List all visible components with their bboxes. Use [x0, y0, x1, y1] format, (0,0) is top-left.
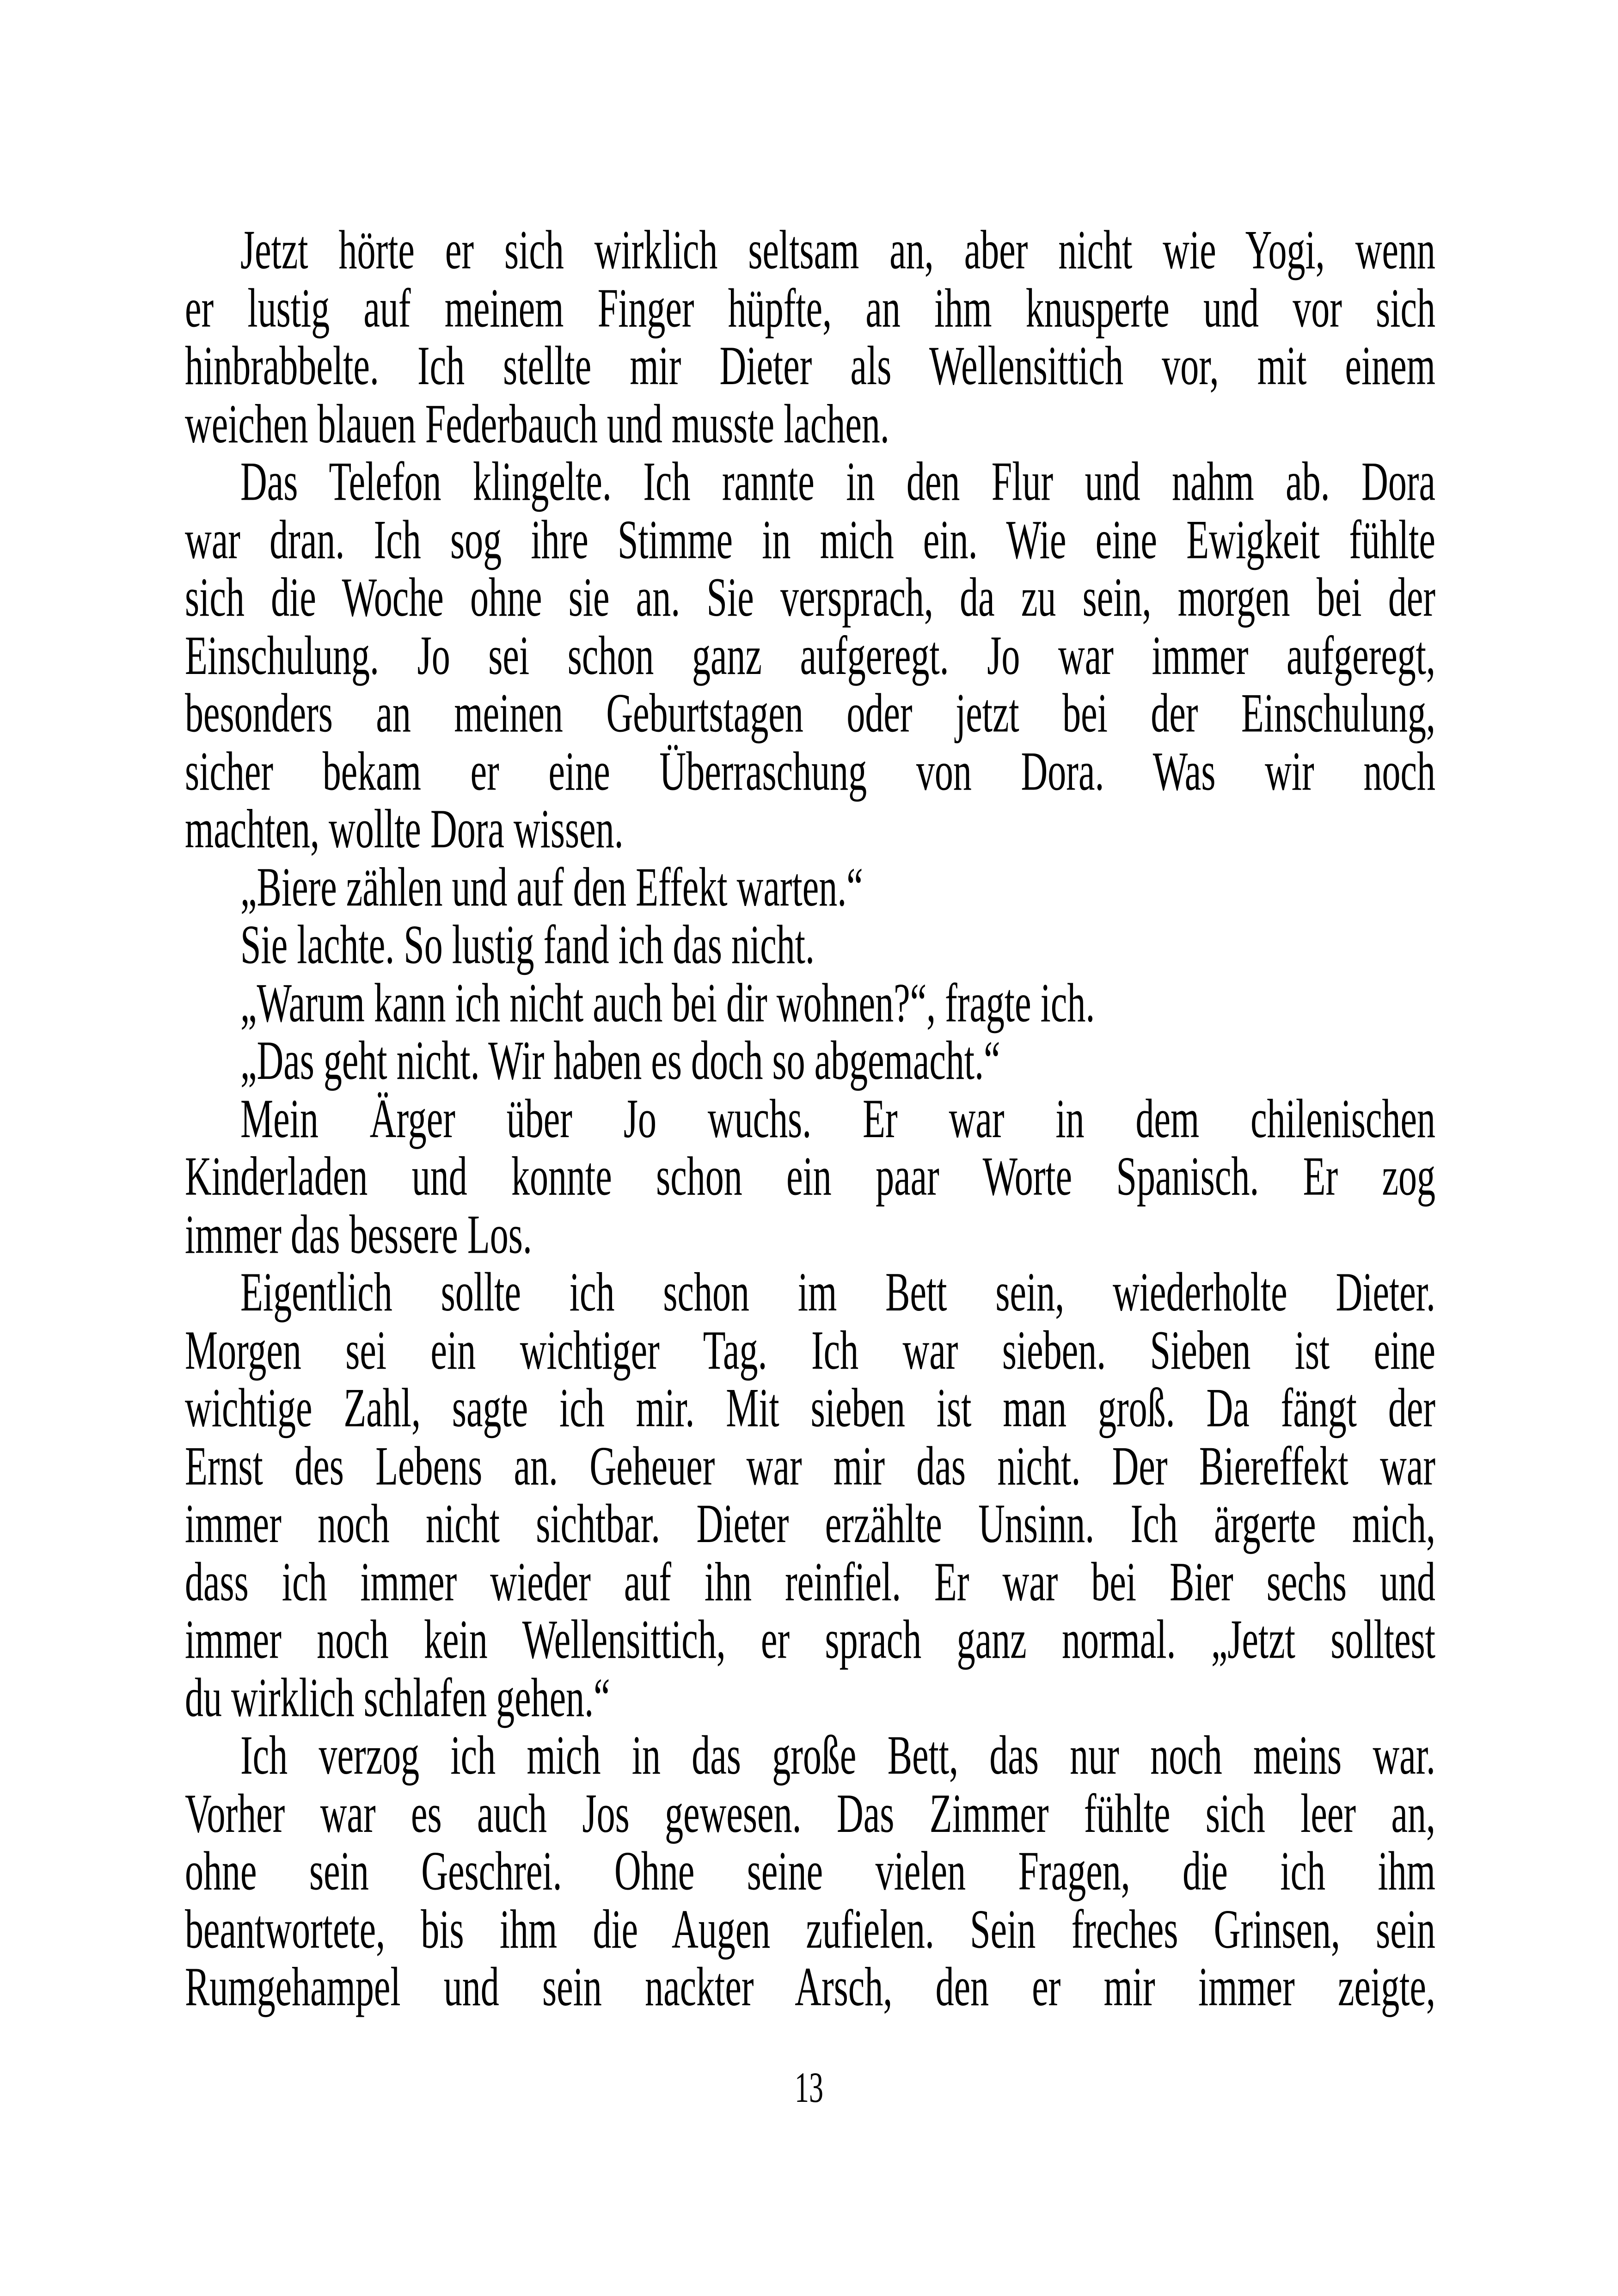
text-line: Jetzt hörte er sich wirklich seltsam an, aber nicht wie Yogi, wenn	[240, 220, 1435, 281]
page-number: 13	[795, 2064, 823, 2112]
text-line: besonders an meinen Geburtstagen oder jetzt bei der Einschulung,	[185, 683, 1435, 744]
text-line: Kinderladen und konnte schon ein paar Worte Spanisch. Er zog	[185, 1146, 1435, 1207]
text-line: machten, wollte Dora wissen.	[185, 799, 624, 860]
text-line: Morgen sei ein wichtiger Tag. Ich war sieben. Sieben ist eine	[185, 1320, 1435, 1381]
body-text	[185, 222, 1435, 2017]
text-line: sich die Woche ohne sie an. Sie versprach, da zu sein, morgen bei der	[185, 567, 1435, 628]
text-line: war dran. Ich sog ihre Stimme in mich ein. Wie eine Ewigkeit fühlte	[185, 509, 1435, 570]
text-line: „Das geht nicht. Wir haben es doch so abgemacht.“	[240, 1030, 1000, 1091]
text-line: immer noch kein Wellensittich, er sprach ganz normal. „Jetzt solltest	[185, 1609, 1435, 1671]
text-line: weichen blauen Federbauch und musste lachen.	[185, 393, 889, 455]
text-line: Einschulung. Jo sei schon ganz aufgeregt. Jo war immer aufgeregt,	[185, 625, 1435, 686]
text-line: dass ich immer wieder auf ihn reinfiel. Er war bei Bier sechs und	[185, 1551, 1435, 1613]
text-line: hinbrabbelte. Ich stellte mir Dieter als Wellensittich vor, mit einem	[185, 336, 1435, 397]
text-line: beantwortete, bis ihm die Augen zufielen. Sein freches Grinsen, sein	[185, 1898, 1435, 1960]
text-line: Eigentlich sollte ich schon im Bett sein, wiederholte Dieter.	[240, 1262, 1435, 1323]
text-line: sicher bekam er eine Überraschung von Dora. Was wir noch	[185, 741, 1435, 802]
text-line: „Warum kann ich nicht auch bei dir wohnen?“, fragte ich.	[240, 972, 1095, 1034]
text-line: Ich verzog ich mich in das große Bett, das nur noch meins war.	[240, 1725, 1435, 1786]
text-line: Das Telefon klingelte. Ich rannte in den Flur und nahm ab. Dora	[240, 451, 1435, 513]
text-line: wichtige Zahl, sagte ich mir. Mit sieben ist man groß. Da fängt der	[185, 1378, 1435, 1439]
text-line: Sie lachte. So lustig fand ich das nicht.	[240, 914, 815, 976]
text-line: er lustig auf meinem Finger hüpfte, an ihm knusperte und vor sich	[185, 277, 1435, 339]
text-line: immer das bessere Los.	[185, 1204, 532, 1265]
text-line: Rumgehampel und sein nackter Arsch, den er mir immer zeigte,	[185, 1957, 1435, 2018]
text-line: Mein Ärger über Jo wuchs. Er war in dem chilenischen	[240, 1088, 1435, 1150]
text-line: „Biere zählen und auf den Effekt warten.“	[240, 857, 863, 918]
text-line: Vorher war es auch Jos gewesen. Das Zimmer fühlte sich leer an,	[185, 1783, 1435, 1844]
text-line: ohne sein Geschrei. Ohne seine vielen Fragen, die ich ihm	[185, 1841, 1435, 1902]
text-line: du wirklich schlafen gehen.“	[185, 1667, 610, 1728]
text-line: immer noch nicht sichtbar. Dieter erzählte Unsinn. Ich ärgerte mich,	[185, 1494, 1435, 1555]
text-line: Ernst des Lebens an. Geheuer war mir das nicht. Der Biereffekt war	[185, 1435, 1435, 1497]
